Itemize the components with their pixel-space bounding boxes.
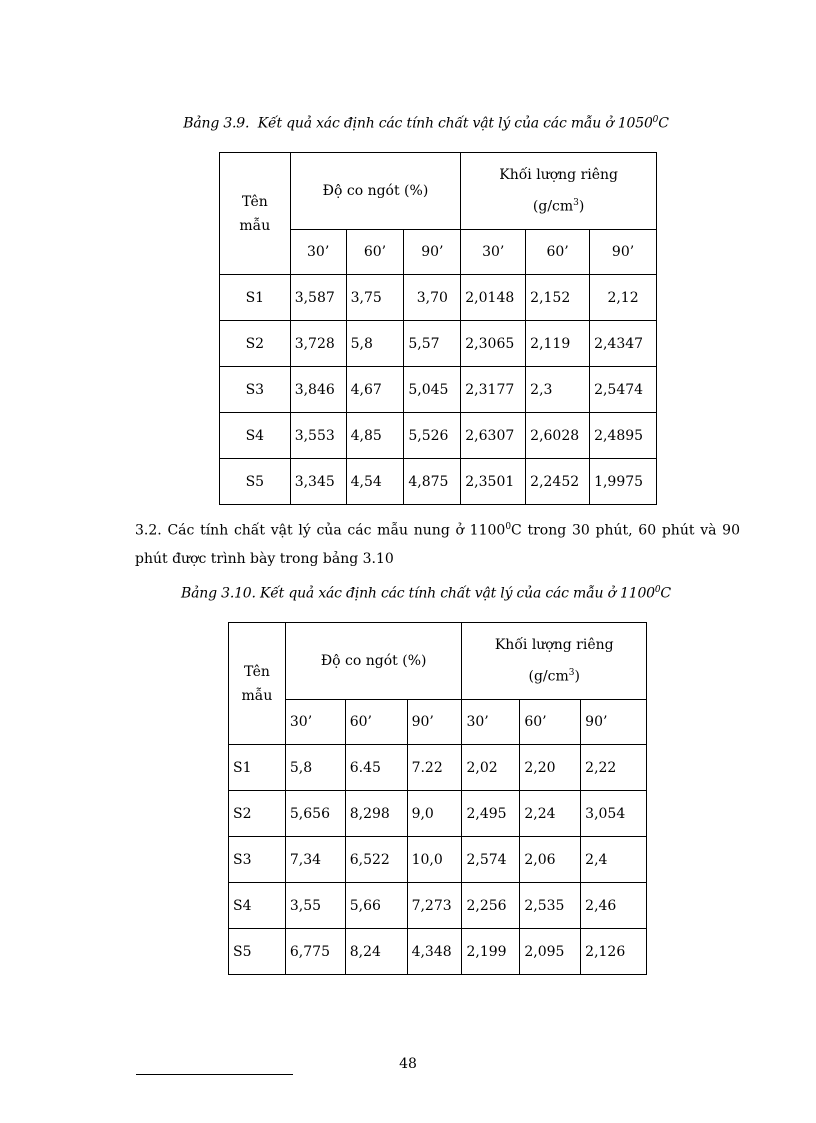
table1-subheader: 90’ <box>404 230 461 275</box>
table2-caption-text: Kết quả xác định các tính chất vật lý của các mẫu ở 1100 <box>260 585 655 602</box>
table2-subheader: 90’ <box>407 700 462 745</box>
table2-cell: 6,775 <box>285 929 345 975</box>
table2-cell: 7.22 <box>407 745 462 791</box>
table1-cell: 4,54 <box>346 459 404 505</box>
table2-caption-label: Bảng 3.10. <box>181 585 256 602</box>
table2-cell: 8,24 <box>345 929 407 975</box>
table2-cell: 2,574 <box>462 837 520 883</box>
table1-caption-unit: C <box>658 115 669 132</box>
table1-subheader: 30’ <box>290 230 346 275</box>
table1 <box>219 152 657 505</box>
table1-cell: 3,553 <box>290 413 346 459</box>
table2-cell: 3,054 <box>581 791 647 837</box>
table2-cell: 6,522 <box>345 837 407 883</box>
table2-row <box>229 883 647 929</box>
table1-cell: 4,85 <box>346 413 404 459</box>
table2-cell: 7,273 <box>407 883 462 929</box>
table1-cell: 2,4895 <box>590 413 657 459</box>
table2-cell: 8,298 <box>345 791 407 837</box>
table1-cell: 5,57 <box>404 321 461 367</box>
paragraph-line1-text-b: C trong 30 phút, 60 phút và 90 <box>511 522 740 539</box>
table2-row <box>229 837 647 883</box>
table1-cell: 4,67 <box>346 367 404 413</box>
table2-cell: 2,495 <box>462 791 520 837</box>
table1-row-name: S3 <box>220 367 291 413</box>
table1-row-name: S2 <box>220 321 291 367</box>
table2-header-group1: Độ co ngót (%) <box>285 623 462 700</box>
table1-header-name-text: Tên mẫu <box>239 193 271 234</box>
table1-row <box>220 459 657 505</box>
table1-cell: 3,846 <box>290 367 346 413</box>
table2-subheader: 30’ <box>285 700 345 745</box>
table2-subheader: 90’ <box>581 700 647 745</box>
table2-row-name: S1 <box>229 745 286 791</box>
table2-header-name-text: Tên mẫu <box>241 663 273 704</box>
table2-cell: 2,22 <box>581 745 647 791</box>
table1-row-name: S1 <box>220 275 291 321</box>
table2-row <box>229 929 647 975</box>
table1-caption-label: Bảng 3.9. <box>183 115 250 132</box>
table1-cell: 2,119 <box>526 321 590 367</box>
table2-caption-unit: C <box>660 585 671 602</box>
table1-cell: 2,3 <box>526 367 590 413</box>
table2-cell: 2,095 <box>520 929 581 975</box>
table2-cell: 2,535 <box>520 883 581 929</box>
table1-cell: 3,728 <box>290 321 346 367</box>
table2-cell: 7,34 <box>285 837 345 883</box>
table1-row <box>220 413 657 459</box>
table1-cell: 2,6028 <box>526 413 590 459</box>
table1-row <box>220 321 657 367</box>
table1-cell: 2,3065 <box>461 321 526 367</box>
table1-cell: 2,6307 <box>461 413 526 459</box>
section-paragraph <box>135 513 740 573</box>
table2-header-group2-close: ) <box>574 668 580 685</box>
paragraph-line2: phút được trình bày trong bảng 3.10 <box>135 550 394 567</box>
table1-caption <box>18 115 816 132</box>
table2-cell: 5,8 <box>285 745 345 791</box>
table1-subheader: 60’ <box>346 230 404 275</box>
table2-header-name <box>229 623 286 745</box>
table1-row-name: S4 <box>220 413 291 459</box>
table2-caption <box>18 585 816 602</box>
table2-subheader: 60’ <box>520 700 581 745</box>
table2-row-name: S3 <box>229 837 286 883</box>
table2 <box>228 622 647 975</box>
table2-subheader-row <box>229 700 647 745</box>
table2-cell: 2,199 <box>462 929 520 975</box>
table1-cell: 2,0148 <box>461 275 526 321</box>
table2-cell: 5,66 <box>345 883 407 929</box>
table2-row <box>229 791 647 837</box>
table2-subheader: 30’ <box>462 700 520 745</box>
table2-row-name: S4 <box>229 883 286 929</box>
table1-cell: 5,8 <box>346 321 404 367</box>
table2-cell: 3,55 <box>285 883 345 929</box>
table1-subheader: 90’ <box>590 230 657 275</box>
table2-cell: 9,0 <box>407 791 462 837</box>
paragraph-line1-text-a: 3.2. Các tính chất vật lý của các mẫu nung ở 1100 <box>135 522 506 539</box>
table1-header-group1: Độ co ngót (%) <box>290 153 461 230</box>
table1-header-group2-sup: 3 <box>573 198 579 209</box>
table2-header-group2-sup: 3 <box>568 668 575 679</box>
table1-header-group2-line1: Khối lượng riêng <box>499 167 619 184</box>
table2-cell: 2,06 <box>520 837 581 883</box>
table2-cell: 2,4 <box>581 837 647 883</box>
page-number: 48 <box>399 1056 417 1072</box>
table1-header-row <box>220 153 657 230</box>
table2-cell: 2,24 <box>520 791 581 837</box>
table2-cell: 6.45 <box>345 745 407 791</box>
table1-caption-sup: 0 <box>652 115 659 125</box>
table1-cell: 3,70 <box>404 275 461 321</box>
table1-cell: 2,3501 <box>461 459 526 505</box>
table2-cell: 2,256 <box>462 883 520 929</box>
table1-row <box>220 367 657 413</box>
table1-header-group2-close: ) <box>578 198 585 215</box>
table2-row-name: S5 <box>229 929 286 975</box>
table2-header-group2 <box>462 623 647 700</box>
table1-cell: 2,4347 <box>590 321 657 367</box>
paragraph-line1-sup: 0 <box>505 522 512 532</box>
table2-caption-sup: 0 <box>654 585 661 595</box>
table2-cell: 2,46 <box>581 883 647 929</box>
table2-row <box>229 745 647 791</box>
table1-row <box>220 275 657 321</box>
table1-cell: 1,9975 <box>590 459 657 505</box>
footnote-divider <box>136 1074 293 1075</box>
table1-cell: 3,587 <box>290 275 346 321</box>
table1-subheader: 30’ <box>461 230 526 275</box>
table1-cell: 2,152 <box>526 275 590 321</box>
table1-header-name <box>220 153 291 275</box>
table1-cell: 2,5474 <box>590 367 657 413</box>
table1-header-group2-line2: (g/cm <box>532 198 574 215</box>
table2-cell: 2,02 <box>462 745 520 791</box>
table1-cell: 2,2452 <box>526 459 590 505</box>
table1-caption-text: Kết quả xác định các tính chất vật lý của các mẫu ở 1050 <box>257 115 653 132</box>
table1-cell: 2,3177 <box>461 367 526 413</box>
table1-cell: 2,12 <box>590 275 657 321</box>
table1-cell: 4,875 <box>404 459 461 505</box>
table1-cell: 5,526 <box>404 413 461 459</box>
table2-cell: 2,126 <box>581 929 647 975</box>
table1-row-name: S5 <box>220 459 291 505</box>
paragraph-line1 <box>135 513 740 545</box>
table1-cell: 3,75 <box>346 275 404 321</box>
table1-subheader: 60’ <box>526 230 590 275</box>
table2-header-group2-line2: (g/cm <box>528 668 569 685</box>
table2-header-row <box>229 623 647 700</box>
table1-cell: 5,045 <box>404 367 461 413</box>
table2-row-name: S2 <box>229 791 286 837</box>
table2-subheader: 60’ <box>345 700 407 745</box>
table2-cell: 4,348 <box>407 929 462 975</box>
table2-cell: 10,0 <box>407 837 462 883</box>
table1-header-group2 <box>461 153 657 230</box>
table1-cell: 3,345 <box>290 459 346 505</box>
table2-cell: 2,20 <box>520 745 581 791</box>
table2-cell: 5,656 <box>285 791 345 837</box>
table2-header-group2-line1: Khối lượng riêng <box>494 637 614 654</box>
